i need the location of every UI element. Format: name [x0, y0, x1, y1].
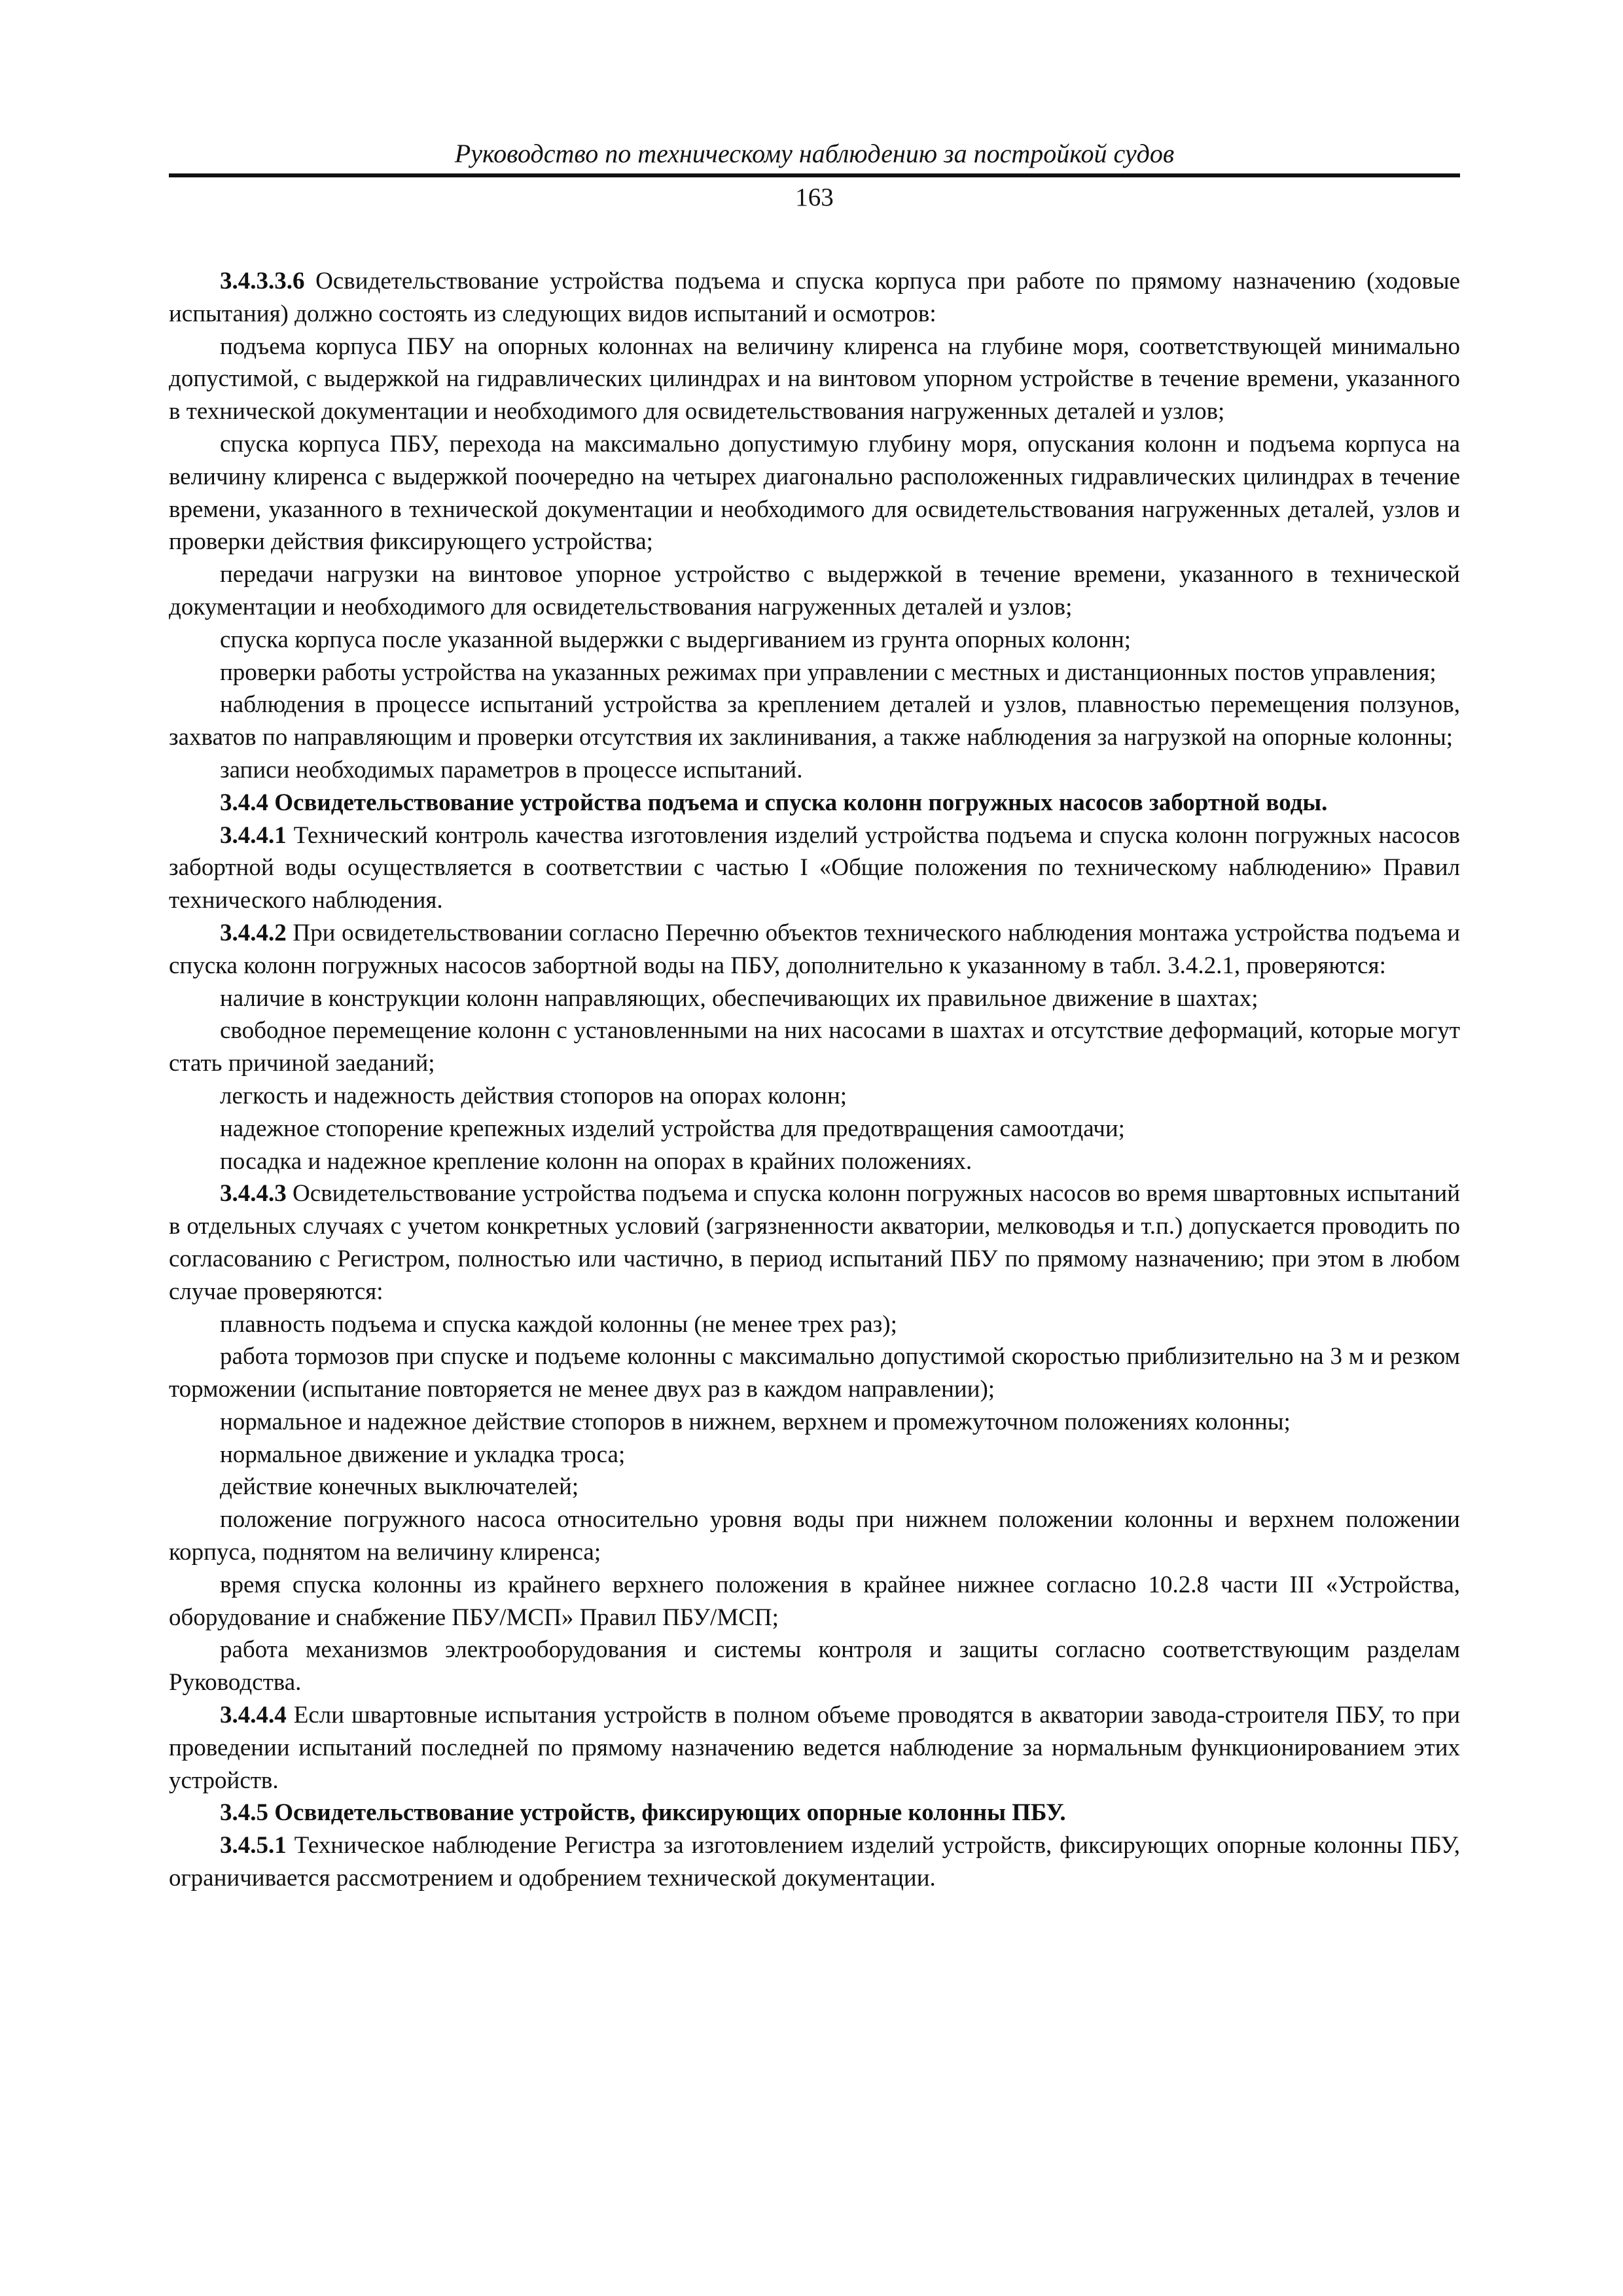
running-title: Руководство по техническому наблюдению за постройкой судов	[454, 139, 1175, 168]
paragraph-text: Освидетельствование устройства подъема и спуска колонн погружных насосов во время швартовных испытаний в отдельных случаях с учетом конкретных условий (загрязненности акватории, мелководья и т.п.) допускается проводить по согласованию с Регистром, полностью или частично, в период испытаний ПБУ по прямому назначению; при этом в любом случае проверяются:	[169, 1180, 1460, 1305]
list-item: положение погружного насоса относительно уровня воды при нижнем положении колонны и верхнем положении корпуса, поднятом на величину клиренса;	[169, 1506, 1460, 1566]
page-number: 163	[795, 183, 834, 211]
list-item: действие конечных выключателей;	[220, 1473, 579, 1501]
list-item: работа тормозов при спуске и подъеме колонны с максимально допустимой скоростью приблизительно на 3 м и резком торможении (испытание повторяется не менее двух раз в каждом направлении);	[169, 1343, 1460, 1403]
list-item: наличие в конструкции колонн направляющих, обеспечивающих их правильное движение в шахтах;	[220, 984, 1258, 1012]
paragraph-3-4-4-3	[169, 1177, 1460, 1308]
list-item: наблюдения в процессе испытаний устройства за креплением деталей и узлов, плавностью перемещения ползунов, захватов по направляющим и проверки отсутствия их заклинивания, а также наблюдения за нагрузкой на опорные колонны;	[169, 691, 1460, 751]
header-rule	[169, 173, 1460, 177]
section-heading-3-4-5: 3.4.5 Освидетельствование устройств, фиксирующих опорные колонны ПБУ.	[220, 1799, 1066, 1827]
paragraph-3-4-4-2	[169, 917, 1460, 982]
body-text	[169, 265, 1460, 1895]
clause-number: 3.4.5.1	[220, 1832, 287, 1859]
list-item: работа механизмов электрооборудования и системы контроля и защиты согласно соответствующим разделам Руководства.	[169, 1636, 1460, 1696]
paragraph-3-4-4-1	[169, 819, 1460, 917]
list-item: передачи нагрузки на винтовое упорное устройство с выдержкой в течение времени, указанного в технической документации и необходимого для освидетельствования нагруженных деталей и узлов;	[169, 561, 1460, 620]
paragraph-text: Техническое наблюдение Регистра за изготовлением изделий устройств, фиксирующих опорные колонны ПБУ, ограничивается рассмотрением и одобрением технической документации.	[169, 1832, 1460, 1892]
list-item: свободное перемещение колонн с установленными на них насосами в шахтах и отсутствие деформаций, которые могут стать причиной заеданий;	[169, 1017, 1460, 1077]
paragraph-text: Освидетельствование устройства подъема и спуска корпуса при работе по прямому назначению (ходовые испытания) должно состоять из следующих видов испытаний и осмотров:	[169, 268, 1460, 327]
list-item: надежное стопорение крепежных изделий устройства для предотвращения самоотдачи;	[220, 1115, 1125, 1142]
list-item: легкость и надежность действия стопоров на опорах колонн;	[220, 1082, 847, 1109]
clause-number: 3.4.4.4	[220, 1702, 287, 1729]
list-item: плавность подъема и спуска каждой колонны (не менее трех раз);	[220, 1310, 897, 1338]
list-item: нормальное и надежное действие стопоров в нижнем, верхнем и промежуточном положениях колонны;	[220, 1408, 1291, 1435]
paragraph-3-4-3-3-6	[169, 265, 1460, 331]
clause-number: 3.4.4.2	[220, 919, 287, 946]
list-item: нормальное движение и укладка троса;	[220, 1441, 626, 1468]
paragraph-text: Технический контроль качества изготовления изделий устройства подъема и спуска колонн погружных насосов забортной воды осуществляется в соответствии с частью I «Общие положения по техническому наблюдению» Правил технического наблюдения.	[169, 821, 1460, 914]
list-item: посадка и надежное крепление колонн на опорах в крайних положениях.	[220, 1147, 972, 1175]
list-item: время спуска колонны из крайнего верхнего положения в крайнее нижнее согласно 10.2.8 части III «Устройства, оборудование и снабжение ПБУ/МСП» Правил ПБУ/МСП;	[169, 1571, 1460, 1631]
list-item: проверки работы устройства на указанных режимах при управлении с местных и дистанционных постов управления;	[220, 658, 1436, 686]
clause-number: 3.4.4.1	[220, 821, 287, 849]
paragraph-3-4-5-1	[169, 1829, 1460, 1895]
list-item: спуска корпуса после указанной выдержки с выдергиванием из грунта опорных колонн;	[220, 626, 1132, 653]
list-item: подъема корпуса ПБУ на опорных колоннах на величину клиренса на глубине моря, соответствующей минимально допустимой, с выдержкой на гидравлических цилиндрах и на винтовом упорном устройстве в течение времени, указанного в технической документации и необходимого для освидетельствования нагруженных деталей и узлов;	[169, 332, 1460, 425]
clause-number: 3.4.3.3.6	[220, 268, 305, 295]
section-heading-3-4-4: 3.4.4 Освидетельствование устройства подъема и спуска колонн погружных насосов забортной воды.	[220, 789, 1328, 816]
paragraph-3-4-4-4	[169, 1699, 1460, 1797]
list-item: спуска корпуса ПБУ, перехода на максимально допустимую глубину моря, опускания колонн и подъема корпуса на величину клиренса с выдержкой поочередно на четырех диагонально расположенных гидравлических цилиндрах в течение времени, указанного в технической документации и необходимого для освидетельствования нагруженных деталей, узлов и проверки действия фиксирующего устройства;	[169, 430, 1460, 556]
paragraph-text: При освидетельствовании согласно Перечню объектов технического наблюдения монтажа устройства подъема и спуска колонн погружных насосов забортной воды на ПБУ, дополнительно к указанному в табл. 3.4.2.1, проверяются:	[169, 919, 1460, 979]
clause-number: 3.4.4.3	[220, 1180, 287, 1208]
list-item: записи необходимых параметров в процессе испытаний.	[220, 756, 803, 783]
document-page	[169, 134, 1460, 1895]
paragraph-text: Если швартовные испытания устройств в полном объеме проводятся в акватории завода-строителя ПБУ, то при проведении испытаний последней по прямому назначению ведется наблюдение за нормальным функционированием этих устройств.	[169, 1702, 1460, 1794]
